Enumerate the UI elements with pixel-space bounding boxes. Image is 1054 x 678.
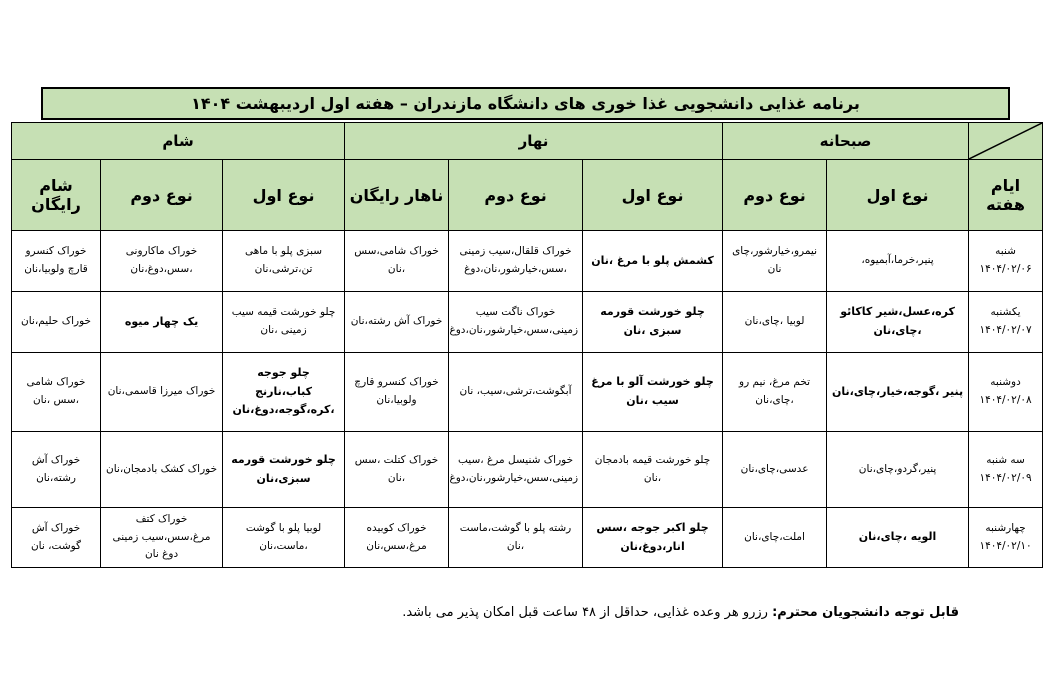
breakfast-type2-cell: نیمرو،خیارشور،چای نان	[723, 231, 827, 292]
breakfast-type1-cell: پنیر،خرما،آبمیوه،	[827, 231, 969, 292]
meal-schedule-table	[11, 122, 1043, 568]
group-dinner: شام	[12, 123, 345, 160]
day-date: ۱۴۰۴/۰۲/۰۸	[979, 394, 1032, 406]
dinner-free-cell: خوراک کنسرو قارچ ولوبیا،نان	[12, 231, 101, 292]
dinner-type1-cell: سبزی پلو با ماهی تن،ترشی،نان	[223, 231, 345, 292]
day-name: شنبه	[995, 245, 1016, 258]
breakfast-type2-cell: املت،چای،نان	[723, 508, 827, 568]
breakfast-type1-cell: الویه ،چای،نان	[827, 508, 969, 568]
lunch-type1-cell: کشمش پلو با مرغ ،نان	[583, 231, 723, 292]
table-row	[12, 508, 1043, 568]
dinner-free-cell: خوراک شامی ،سس ،نان	[12, 353, 101, 432]
breakfast-type2-cell: لوبیا ،چای،نان	[723, 292, 827, 353]
group-lunch: نهار	[345, 123, 723, 160]
breakfast-type2-cell: تخم مرغ، نیم رو ،چای،نان	[723, 353, 827, 432]
lunch-free-cell: خوراک کنسرو قارچ ولوبیا،نان	[345, 353, 449, 432]
lunch-type1-cell: چلو اکبر جوجه ،سس انار،دوغ،نان	[583, 508, 723, 568]
lunch-type1-cell: چلو خورشت آلو با مرغ سیب ،نان	[583, 353, 723, 432]
dinner-type2-cell: خوراک میرزا قاسمی،نان	[101, 353, 223, 432]
breakfast-type1-cell: پنیر ،گوجه،خیار،چای،نان	[827, 353, 969, 432]
lunch-free-cell: خوراک شامی،سس ،نان	[345, 231, 449, 292]
lunch-type2-cell: خوراک شنیسل مرغ ،سیب زمینی،سس،خیارشور،نان،دوغ	[449, 432, 583, 508]
day-name: یکشنبه	[990, 306, 1021, 319]
day-date: ۱۴۰۴/۰۲/۱۰	[979, 539, 1032, 552]
group-header-row	[12, 123, 1043, 160]
day-name: سه شنبه	[986, 453, 1025, 466]
breakfast-type1-cell: کره،عسل،شیر کاکائو ،چای،نان	[827, 292, 969, 353]
header-lunch-free: ناهار رایگان	[345, 160, 449, 231]
header-lunch-type1: نوع اول	[583, 160, 723, 231]
day-cell	[969, 292, 1043, 353]
day-date: ۱۴۰۴/۰۲/۰۶	[979, 263, 1032, 275]
lunch-free-cell: خوراک کوبیده مرغ،سس،نان	[345, 508, 449, 568]
dinner-type2-cell: خوراک ماکارونی ،سس،دوغ،نان	[101, 231, 223, 292]
page-title: برنامه غذایی دانشجویی غذا خوری های دانشگاه مازندران – هفته اول اردیبهشت ۱۴۰۴	[41, 87, 1010, 120]
dinner-free-cell: خوراک آش رشته،نان	[12, 432, 101, 508]
table-row	[12, 432, 1043, 508]
day-cell	[969, 432, 1043, 508]
header-days: ایام هفته	[969, 160, 1043, 231]
diagonal-line-icon	[969, 123, 1042, 159]
table-row	[12, 353, 1043, 432]
header-dinner-type1: نوع اول	[223, 160, 345, 231]
day-date: ۱۴۰۴/۰۲/۰۹	[979, 471, 1032, 484]
header-breakfast-type1: نوع اول	[827, 160, 969, 231]
table-row	[12, 231, 1043, 292]
corner-cell	[969, 123, 1043, 160]
day-cell	[969, 231, 1043, 292]
lunch-free-cell: خوراک کتلت ،سس ،نان	[345, 432, 449, 508]
day-name: چهارشنبه	[985, 521, 1026, 534]
header-dinner-type2: نوع دوم	[101, 160, 223, 231]
group-breakfast: صبحانه	[723, 123, 969, 160]
lunch-type1-cell: چلو خورشت قیمه بادمجان ،نان	[583, 432, 723, 508]
sub-header-row	[12, 160, 1043, 231]
dinner-type1-cell: لوبیا پلو با گوشت ،ماست،نان	[223, 508, 345, 568]
header-lunch-type2: نوع دوم	[449, 160, 583, 231]
lunch-type1-cell: چلو خورشت قورمه سبزی ،نان	[583, 292, 723, 353]
notice-text: رزرو هر وعده غذایی، حداقل از ۴۸ ساعت قبل امکان پذیر می باشد.	[402, 605, 773, 620]
dinner-type2-cell: یک چهار میوه	[101, 292, 223, 353]
day-name: دوشنبه	[990, 376, 1021, 389]
header-dinner-free: شام رایگان	[12, 160, 101, 231]
dinner-type2-cell: خوراک کتف مرغ،سس،سیب زمینی دوغ نان	[101, 508, 223, 568]
day-date: ۱۴۰۴/۰۲/۰۷	[979, 324, 1032, 336]
table-row	[12, 292, 1043, 353]
header-breakfast-type2: نوع دوم	[723, 160, 827, 231]
lunch-type2-cell: خوراک قلقال،سیب زمینی ،سس،خیارشور،نان،دوغ	[449, 231, 583, 292]
lunch-type2-cell: رشته پلو با گوشت،ماست ،نان	[449, 508, 583, 568]
breakfast-type2-cell: عدسی،چای،نان	[723, 432, 827, 508]
dinner-free-cell: خوراک حلیم،نان	[12, 292, 101, 353]
notice-label: قابل توجه دانشجویان محترم:	[772, 605, 959, 620]
dinner-type1-cell: چلو جوجه کباب،نارنج ،کره،گوجه،دوغ،نان	[223, 353, 345, 432]
student-notice	[402, 605, 959, 620]
dinner-type2-cell: خوراک کشک بادمجان،نان	[101, 432, 223, 508]
lunch-type2-cell: خوراک ناگت سیب زمینی،سس،خیارشور،نان،دوغ	[449, 292, 583, 353]
dinner-type1-cell: چلو خورشت قورمه سبزی،نان	[223, 432, 345, 508]
day-cell	[969, 508, 1043, 568]
lunch-free-cell: خوراک آش رشته،نان	[345, 292, 449, 353]
dinner-type1-cell: چلو خورشت قیمه سیب زمینی ،نان	[223, 292, 345, 353]
dinner-free-cell: خوراک آش گوشت، نان	[12, 508, 101, 568]
lunch-type2-cell: آبگوشت،ترشی،سیب، نان	[449, 353, 583, 432]
day-cell	[969, 353, 1043, 432]
breakfast-type1-cell: پنیر،گردو،چای،نان	[827, 432, 969, 508]
